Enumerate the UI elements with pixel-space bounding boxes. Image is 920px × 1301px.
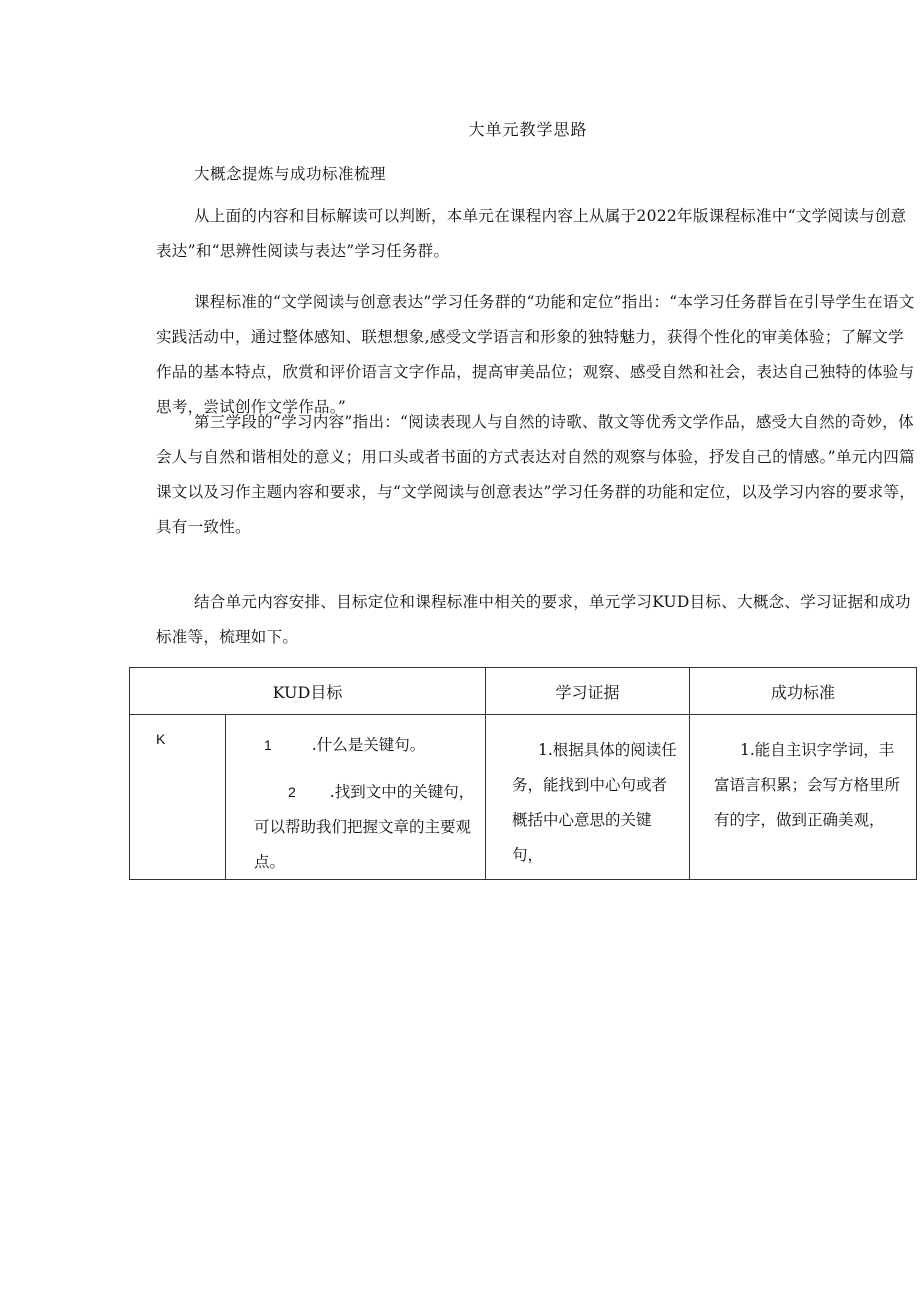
header-criteria: 成功标准 bbox=[690, 668, 917, 715]
criteria-text: 1.能自主识字学词，丰富语言积累；会写方格里所有的字，做到正确美观， bbox=[714, 741, 901, 829]
header-evidence: 学习证据 bbox=[486, 668, 690, 715]
header-kud: KUD目标 bbox=[130, 668, 486, 715]
table-row bbox=[130, 715, 917, 880]
kud-goal-cell bbox=[226, 715, 486, 880]
row-letter-cell bbox=[130, 715, 226, 880]
kud-item-2-number: 2 bbox=[288, 784, 296, 800]
kud-item-2-text: .找到文中的关键句，可以帮助我们把握文章的主要观点。 bbox=[254, 783, 475, 871]
section-subtitle: 大概念提炼与成功标准梳理 bbox=[194, 165, 387, 183]
kud-item-2 bbox=[254, 775, 476, 880]
kud-item-1-text: .什么是关键句。 bbox=[311, 736, 426, 754]
paragraph-3: 第三学段的“学习内容”指出：“阅读表现人与自然的诗歌、散文等优秀文学作品，感受大自然的奇妙，体会人与自然和谐相处的意义；用口头或者书面的方式表达对自然的观察与体验，抒发自己的情感。”单元内四篇课文以及习作主题内容和要求，与“文学阅读与创意表达”学习任务群的功能和定位，以及学习内容的要求等，具有一致性。 bbox=[156, 413, 916, 536]
row-letter: K bbox=[156, 731, 166, 747]
kud-item-1 bbox=[264, 733, 425, 755]
evidence-text: 1.根据具体的阅读任务，能找到中心句或者概括中心意思的关键句， bbox=[512, 741, 677, 864]
criteria-cell bbox=[690, 715, 917, 880]
paragraph-4: 结合单元内容安排、目标定位和课程标准中相关的要求，单元学习KUD目标、大概念、学习证据和成功标准等，梳理如下。 bbox=[156, 593, 911, 646]
paragraph-2: 课程标准的“文学阅读与创意表达”学习任务群的“功能和定位”指出：“本学习任务群旨在引导学生在语文实践活动中，通过整体感知、联想想象,感受文学语言和形象的独特魅力，获得个性化的审美体验；了解文学作品的基本特点，欣赏和评价语言文字作品，提高审美品位；观察、感受自然和社会，表达自己独特的体验与思考，尝试创作文学作品。” bbox=[156, 293, 915, 416]
page-title: 大单元教学思路 bbox=[468, 120, 588, 139]
kud-item-1-number: 1 bbox=[264, 737, 272, 753]
kud-table bbox=[129, 667, 917, 880]
evidence-cell bbox=[486, 715, 690, 880]
paragraph-1: 从上面的内容和目标解读可以判断，本单元在课程内容上从属于2022年版课程标准中“文学阅读与创意表达”和“思辨性阅读与表达”学习任务群。 bbox=[156, 207, 907, 260]
table-header-row bbox=[130, 668, 917, 715]
